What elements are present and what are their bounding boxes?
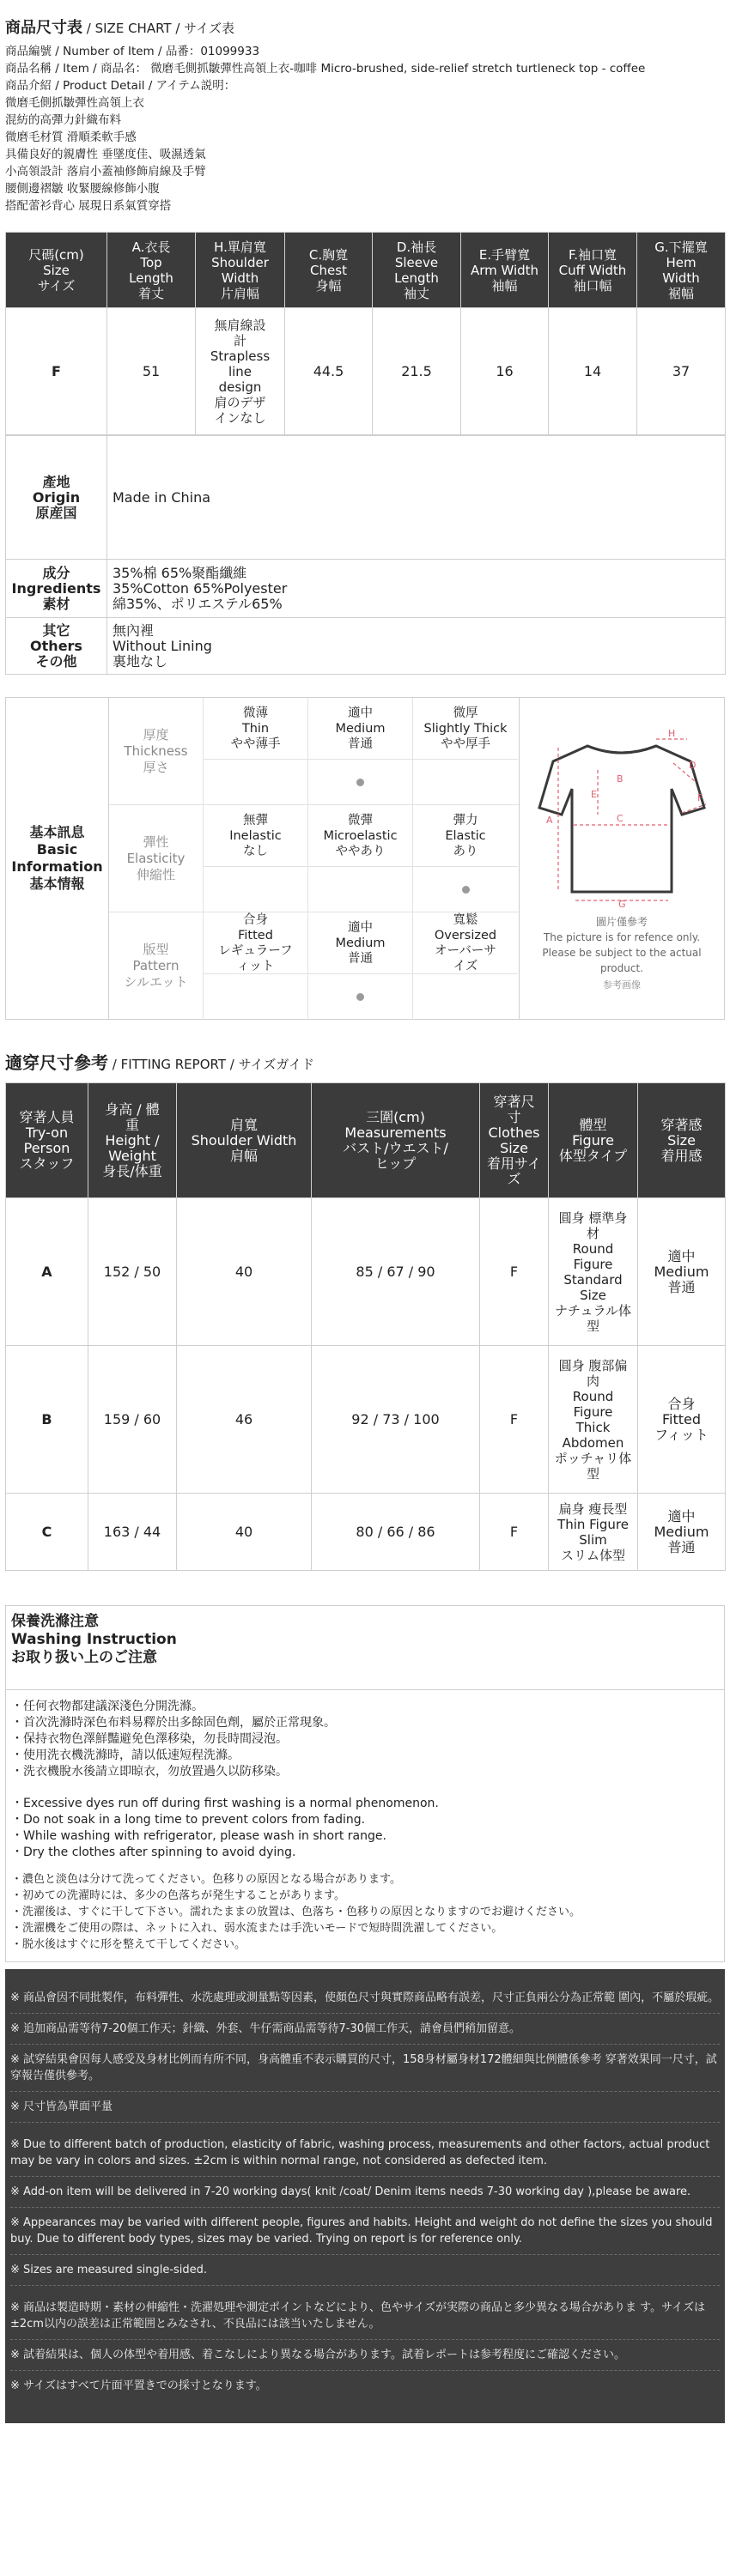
option-thin: 微薄 Thin やや薄手 bbox=[204, 698, 307, 760]
ingredients-row bbox=[6, 560, 726, 618]
header-figure: 體型 Figure 体型タイプ bbox=[549, 1083, 638, 1198]
basic-info-grid bbox=[109, 698, 520, 1019]
cell-hem: 37 bbox=[637, 308, 726, 435]
selected-dot bbox=[356, 993, 364, 1001]
header-cuff: F.袖口寬 Cuff Width 袖口幅 bbox=[549, 233, 637, 308]
table-row bbox=[6, 1198, 726, 1346]
fitting-header bbox=[6, 1083, 726, 1198]
cell-height-weight: 152 / 50 bbox=[88, 1198, 177, 1346]
cell-height-weight: 163 / 44 bbox=[88, 1494, 177, 1571]
table-row bbox=[6, 1494, 726, 1571]
cell-clothes-size: F bbox=[480, 1346, 549, 1494]
note-en: ※ Appearances may be varied with different people, figures and habits. Height and weight do not define the sizes you should buy. Due to different body types, sizes may be varied. Trying on report is for reference only. bbox=[10, 2208, 720, 2255]
fitting-table bbox=[5, 1082, 726, 1571]
cell-figure: 扁身 瘦長型 Thin Figure Slim スリム体型 bbox=[549, 1494, 638, 1571]
header-feel: 穿著感 Size 着用感 bbox=[638, 1083, 726, 1198]
note-jp: ※ 試着結果は、個人の体型や着用感、着こなしにより異なる場合があります。試着レポートは参考程度にご確認ください。 bbox=[10, 2340, 720, 2371]
origin-label: 產地 Origin 原産国 bbox=[6, 436, 107, 560]
garment-diagram bbox=[520, 698, 724, 1019]
cell-clothes-size: F bbox=[480, 1494, 549, 1571]
note-zh: ※ 商品會因不同批製作，布料彈性、水洗處理或測量點等因素，使顏色尺寸與實際商品略有誤差，尺寸正負兩公分為正常範 圍內，不屬於瑕疵。 bbox=[10, 1983, 720, 2014]
diagram-letter-b: B bbox=[617, 773, 624, 785]
note-en: ※ Add-on item will be delivered in 7-20 working days( knit /coat/ Denim items needs 7-30 working day ),please be aware. bbox=[10, 2177, 720, 2208]
info-line: 小高領設計 落肩小蓋袖修飾肩線及手臂 bbox=[5, 165, 206, 179]
cell-arm: 16 bbox=[461, 308, 549, 435]
diagram-letter-e: E bbox=[591, 789, 597, 800]
washing-jp: ・濃色と淡色は分けて洗ってください。色移りの原因となる場合があります。 ・初めての洗濯時には、多少の色落ちが発生することがあります。 ・洗濯後は、すぐに干して下さい。濡れたままの放置は、色落ち・色移りの原因となりますのでお避けください。 ・洗濯機をご使用の際は、ネットに入れ、弱水流または手洗いモードで短時間洗濯してください。 ・脱水後はすぐに形を整えて干してください。 bbox=[11, 1873, 581, 1951]
cell-shoulder: 無肩線設 計 Strapless line design 肩のデザ インなし bbox=[196, 308, 285, 435]
note-zh: ※ 尺寸皆為單面平量 bbox=[10, 2092, 720, 2123]
header-shoulder: H.單肩寬 Shoulder Width 片肩幅 bbox=[196, 233, 285, 308]
diagram-letter-h: H bbox=[668, 729, 676, 739]
cell-person: B bbox=[6, 1346, 88, 1494]
basic-info bbox=[5, 697, 725, 1020]
cell-cuff: 14 bbox=[549, 308, 637, 435]
washing-body bbox=[6, 1690, 724, 1961]
option-elastic: 彈力 Elastic あり bbox=[413, 805, 518, 867]
info-line: 具備良好的親膚性 垂墜度佳、吸濕透氣 bbox=[5, 148, 206, 161]
header-size: 尺碼(cm) Size サイズ bbox=[6, 233, 107, 308]
info-line: 商品編號 / Number of Item / 品番：01099933 bbox=[5, 45, 260, 58]
header-sleeve: D.袖長 Sleeve Length 袖丈 bbox=[373, 233, 461, 308]
cell-measurements: 80 / 66 / 86 bbox=[312, 1494, 480, 1571]
option-microelastic: 微彈 Microelastic ややあり bbox=[308, 805, 412, 867]
tshirt-diagram-icon bbox=[527, 729, 716, 909]
option-inelastic: 無彈 Inelastic なし bbox=[204, 805, 307, 867]
note-zh: ※ 追加商品需等待7-20個工作天；針織、外套、牛仔需商品需等待7-30個工作天，請會員們稍加留意。 bbox=[10, 2014, 720, 2045]
info-line: 商品名稱 / Item / 商品名： 微磨毛側抓皺彈性高領上衣-咖啡 Micro-brushed, side-relief stretch turtleneck top - coffee bbox=[5, 62, 646, 76]
cell-clothes-size: F bbox=[480, 1198, 549, 1346]
info-line: 搭配蕾衫背心 展現日系氣質穿搭 bbox=[5, 199, 172, 213]
cell-measurements: 92 / 73 / 100 bbox=[312, 1346, 480, 1494]
option-slightly-thick: 微厚 Slightly Thick やや厚手 bbox=[413, 698, 518, 760]
info-line: 腰側邊褶皺 收緊腰線修飾小腹 bbox=[5, 182, 160, 196]
material-table bbox=[5, 435, 726, 675]
note-en: ※ Sizes are measured single-sided. bbox=[10, 2255, 720, 2286]
cell-chest: 44.5 bbox=[285, 308, 373, 435]
title-main: 商品尺寸表 bbox=[5, 19, 82, 37]
page bbox=[0, 15, 730, 2423]
option-medium-fit: 適中 Medium 普通 bbox=[308, 912, 412, 974]
elasticity-row bbox=[109, 805, 519, 912]
others-label: 其它 Others その他 bbox=[6, 618, 107, 675]
diagram-letter-d: D bbox=[689, 760, 697, 771]
origin-value: Made in China bbox=[107, 436, 726, 560]
diagram-caption-jp: 参考画像 bbox=[603, 979, 641, 991]
pattern-label: 版型 Pattern シルエット bbox=[109, 912, 204, 1020]
header-hem: G.下擺寬 Hem Width 裾幅 bbox=[637, 233, 726, 308]
info-line: 微磨毛材質 滑順柔軟手感 bbox=[5, 130, 137, 144]
notes-panel bbox=[5, 1969, 725, 2423]
elasticity-label: 彈性 Elasticity 伸縮性 bbox=[109, 805, 204, 912]
origin-row bbox=[6, 436, 726, 560]
size-table-header bbox=[6, 233, 726, 308]
option-medium: 適中 Medium 普通 bbox=[308, 698, 412, 760]
thickness-label: 厚度 Thickness 厚さ bbox=[109, 698, 204, 804]
cell-figure: 圓身 腹部偏 肉 Round Figure Thick Abdomen ポッチャリ体 型 bbox=[549, 1346, 638, 1494]
header-shoulder-width: 肩寬 Shoulder Width 肩幅 bbox=[177, 1083, 312, 1198]
diagram-letter-c: C bbox=[617, 813, 624, 824]
header-clothes-size: 穿著尺 寸 Clothes Size 着用サイ ズ bbox=[480, 1083, 549, 1198]
cell-feel: 適中 Medium 普通 bbox=[638, 1198, 726, 1346]
washing-en: ・Excessive dyes run off during first washing is a normal phenomenon. ・Do not soak in a long time to prevent colors from fading. ・While washing with refrigerator, please wash in short range. ・Dry the clothes after spinning to avoid dying. bbox=[11, 1797, 439, 1859]
header-person: 穿著人員 Try-on Person スタッフ bbox=[6, 1083, 88, 1198]
cell-feel: 適中 Medium 普通 bbox=[638, 1494, 726, 1571]
note-zh: ※ 試穿結果會因每人感受及身材比例而有所不同，身高體重不表示購買的尺寸，158身材屬身材172體細與比例體係參考 穿著效果同一尺寸，試穿報告僅供參考。 bbox=[10, 2045, 720, 2092]
selected-dot bbox=[462, 886, 470, 894]
pattern-row bbox=[109, 912, 519, 1020]
header-measurements: 三圍(cm) Measurements バスト/ウエスト/ ヒップ bbox=[312, 1083, 480, 1198]
others-value: 無內裡 Without Lining 裏地なし bbox=[107, 618, 726, 675]
title-sub: / SIZE CHART / サイズ表 bbox=[86, 21, 234, 36]
cell-figure: 圓身 標準身 材 Round Figure Standard Size ナチュラル体 型 bbox=[549, 1198, 638, 1346]
cell-feel: 合身 Fitted フィット bbox=[638, 1346, 726, 1494]
others-row bbox=[6, 618, 726, 675]
info-line: 混紡的高彈力針織布料 bbox=[5, 113, 121, 127]
cell-size: F bbox=[6, 308, 107, 435]
header-chest: C.胸寬 Chest 身幅 bbox=[285, 233, 373, 308]
cell-top-length: 51 bbox=[107, 308, 196, 435]
cell-person: A bbox=[6, 1198, 88, 1346]
note-en: ※ Due to different batch of production, elasticity of fabric, washing process, measurements and other factors, actual product may be vary in colors and sizes. ±2cm is within normal range, not considered as defected item. bbox=[10, 2130, 720, 2177]
table-row bbox=[6, 308, 726, 435]
size-table bbox=[5, 232, 726, 435]
header-arm: E.手臂寬 Arm Width 袖幅 bbox=[461, 233, 549, 308]
option-fitted: 合身 Fitted レギュラーフ ィット bbox=[204, 912, 307, 974]
info-line: 微磨毛側抓皺彈性高領上衣 bbox=[5, 96, 144, 110]
selected-dot bbox=[356, 779, 364, 786]
washing-instructions bbox=[5, 1605, 725, 1962]
diagram-letter-a: A bbox=[546, 815, 553, 826]
cell-shoulder: 40 bbox=[177, 1198, 312, 1346]
ingredients-label: 成分 Ingredients 素材 bbox=[6, 560, 107, 618]
product-info bbox=[5, 43, 725, 215]
washing-heading: 保養洗滌注意 Washing Instruction お取り扱い上のご注意 bbox=[6, 1606, 724, 1690]
washing-zh: ・任何衣物都建議深淺色分開洗滌。 ・首次洗滌時深色布料易釋於出多餘固色劑，屬於正常現象。 ・保持衣物色澤鮮豔避免色澤移染，勿長時間浸泡。 ・使用洗衣機洗滌時，請以低速短程洗滌。 ・洗衣機脫水後請立即晾衣，勿放置過久以防移染。 bbox=[11, 1700, 336, 1779]
basic-info-label: 基本訊息 Basic Information 基本情報 bbox=[6, 698, 109, 1019]
fitting-title: 適穿尺寸參考 / FITTING REPORT / サイズガイド bbox=[5, 1052, 314, 1073]
cell-person: C bbox=[6, 1494, 88, 1571]
cell-measurements: 85 / 67 / 90 bbox=[312, 1198, 480, 1346]
header-top-length: A.衣長 Top Length 着丈 bbox=[107, 233, 196, 308]
size-chart-title bbox=[5, 15, 725, 38]
diagram-letter-f: F bbox=[697, 792, 703, 803]
option-oversized: 寬鬆 Oversized オーバーサ イズ bbox=[413, 912, 518, 974]
ingredients-value: 35%棉 65%聚酯纖維 35%Cotton 65%Polyester 綿35%、ポリエステル65% bbox=[107, 560, 726, 618]
note-jp: ※ サイズはすべて片面平置きでの採寸となります。 bbox=[10, 2379, 267, 2392]
thickness-row bbox=[109, 698, 519, 805]
diagram-caption: 圖片僅參考 The picture is for refence only. Please be subject to the actual product. bbox=[542, 916, 702, 974]
cell-shoulder: 46 bbox=[177, 1346, 312, 1494]
table-row bbox=[6, 1346, 726, 1494]
info-line: 商品介紹 / Product Detail / アイテム説明： bbox=[5, 79, 236, 93]
note-jp: ※ 商品は製造時期・素材の伸縮性・洗濯処理や測定ポイントなどにより、色やサイズが実際の商品と多少異なる場合がありま す。サイズは±2cm以内の誤差は正常範囲とみなされ、不良品には該当いたしません。 bbox=[10, 2293, 720, 2340]
cell-height-weight: 159 / 60 bbox=[88, 1346, 177, 1494]
cell-sleeve: 21.5 bbox=[373, 308, 461, 435]
cell-shoulder: 40 bbox=[177, 1494, 312, 1571]
header-height-weight: 身高 / 體 重 Height / Weight 身長/体重 bbox=[88, 1083, 177, 1198]
diagram-letter-g: G bbox=[618, 899, 626, 909]
